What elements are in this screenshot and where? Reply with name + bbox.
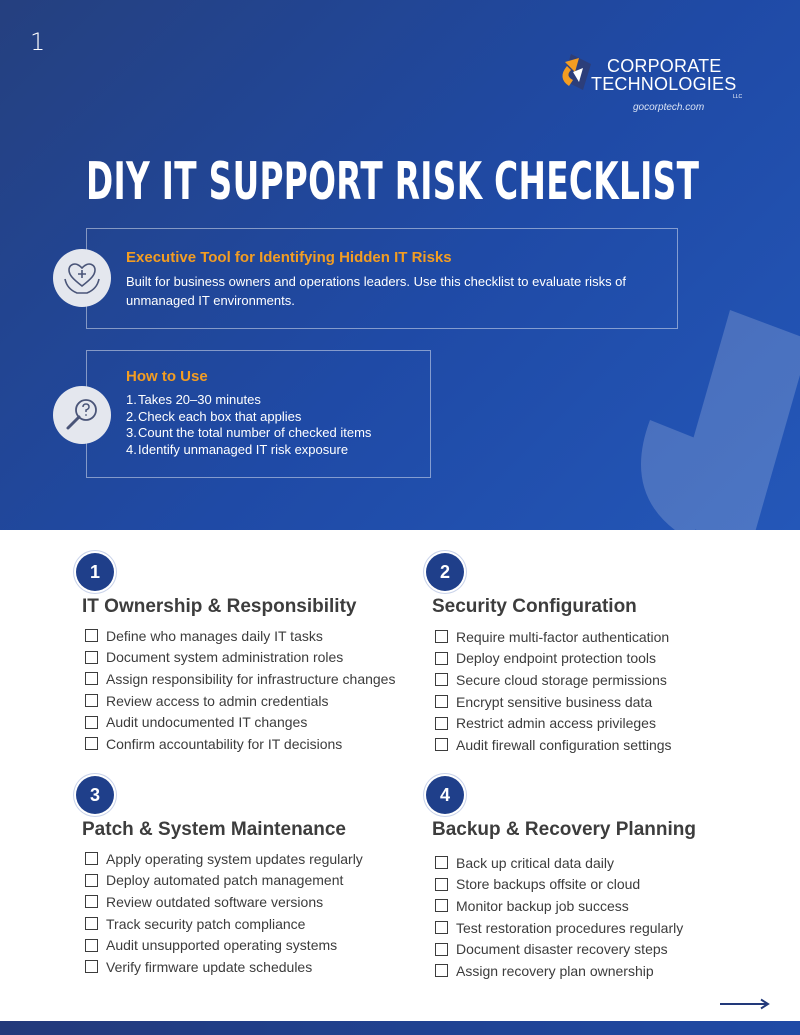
checklist-label: Define who manages daily IT tasks: [106, 627, 323, 644]
checklist-item[interactable]: [435, 712, 672, 734]
checklist-item[interactable]: [85, 870, 363, 892]
step-text: Identify unmanaged IT risk exposure: [138, 441, 349, 457]
checklist-item[interactable]: [85, 647, 395, 669]
checkbox[interactable]: [435, 878, 448, 891]
step-number: 3.: [126, 425, 137, 440]
checkbox[interactable]: [435, 856, 448, 869]
step-number: 2.: [126, 408, 137, 424]
magnifier-question-icon: [53, 386, 111, 444]
checkbox[interactable]: [85, 672, 98, 685]
footer-bar: [0, 1021, 800, 1035]
checklist-label: Restrict admin access privileges: [456, 715, 656, 732]
logo-text-llc: LLC: [733, 94, 743, 100]
checkbox[interactable]: [85, 895, 98, 908]
checklist-label: Audit firewall configuration settings: [456, 736, 672, 753]
checkbox[interactable]: [435, 630, 448, 643]
intro-text: Built for business owners and operations leaders. Use this checklist to evaluate risks of unmanaged IT environments.: [126, 274, 627, 308]
checkbox[interactable]: [435, 673, 448, 686]
checklist-label: Audit undocumented IT changes: [106, 714, 308, 731]
checkbox[interactable]: [85, 651, 98, 664]
section-number-badge: 2: [426, 553, 464, 591]
checkbox[interactable]: [85, 917, 98, 930]
section-title: Patch & System Maintenance: [82, 819, 346, 840]
checklist-item[interactable]: [85, 733, 395, 755]
checklist-label: Verify firmware update schedules: [106, 958, 313, 975]
checklist-item[interactable]: [85, 934, 363, 956]
logo-text-corporate: CORPORATE: [607, 56, 722, 76]
section-number-badge: 4: [426, 776, 464, 814]
checkbox[interactable]: [435, 943, 448, 956]
heart-hands-icon: [53, 249, 111, 307]
checklist-item[interactable]: [435, 938, 683, 960]
checklist-label: Confirm accountability for IT decisions: [106, 735, 343, 752]
checklist-label: Document system administration roles: [106, 649, 344, 666]
step-item: [126, 409, 371, 426]
company-url[interactable]: gocorptech.com: [633, 102, 705, 113]
logo-mark-icon: [553, 52, 593, 92]
checkbox[interactable]: [435, 921, 448, 934]
checkbox[interactable]: [435, 652, 448, 665]
checkbox[interactable]: [435, 899, 448, 912]
checklist-label: Apply operating system updates regularly: [106, 850, 363, 867]
step-text: Count the total number of checked items: [138, 425, 372, 440]
step-text: Takes 20–30 minutes: [138, 392, 261, 407]
checklist-item[interactable]: [435, 691, 672, 713]
checklist-label: Assign responsibility for infrastructure changes: [106, 670, 396, 687]
logo-watermark: [610, 300, 800, 530]
checklist: [435, 626, 672, 756]
checklist-label: Review access to admin credentials: [106, 692, 329, 709]
checklist-item[interactable]: [435, 960, 683, 982]
step-number: 4.: [126, 441, 137, 457]
checklist-label: Audit unsupported operating systems: [106, 937, 338, 954]
checklist-label: Require multi-factor authentication: [456, 628, 670, 645]
checkbox[interactable]: [435, 717, 448, 730]
checkbox[interactable]: [85, 737, 98, 750]
checklist-label: Encrypt sensitive business data: [456, 693, 653, 710]
checklist-item[interactable]: [85, 913, 363, 935]
checkbox[interactable]: [435, 738, 448, 751]
logo-text-technologies: TECHNOLOGIES: [591, 74, 737, 94]
section-number-badge: 1: [76, 553, 114, 591]
arrow-right-icon[interactable]: [720, 998, 770, 1010]
checklist: [85, 848, 363, 978]
step-item: [126, 425, 371, 442]
checklist-item[interactable]: [435, 648, 672, 670]
step-item: [126, 442, 371, 459]
checklist-item[interactable]: [85, 690, 395, 712]
checklist-label: Back up critical data daily: [456, 854, 614, 871]
how-to-use-heading: How to Use: [126, 368, 208, 385]
checklist: [435, 852, 683, 982]
checkbox[interactable]: [85, 960, 98, 973]
checkbox[interactable]: [435, 695, 448, 708]
checklist-item[interactable]: [435, 626, 672, 648]
checklist-item[interactable]: [85, 625, 395, 647]
checklist-label: Monitor backup job success: [456, 897, 629, 914]
checkbox[interactable]: [85, 716, 98, 729]
intro-heading: Executive Tool for Identifying Hidden IT Risks: [126, 249, 452, 266]
checkbox[interactable]: [435, 964, 448, 977]
checklist-label: Secure cloud storage permissions: [456, 671, 667, 688]
checklist-item[interactable]: [435, 917, 683, 939]
checkbox[interactable]: [85, 629, 98, 642]
step-number: 1.: [126, 392, 137, 407]
page-title: DIY IT SUPPORT RISK CHECKLIST: [86, 152, 700, 212]
checkbox[interactable]: [85, 874, 98, 887]
checkbox[interactable]: [85, 694, 98, 707]
step-item: [126, 392, 371, 409]
checklist-label: Assign recovery plan ownership: [456, 962, 654, 979]
page-number: 1: [30, 28, 46, 56]
checklist-label: Track security patch compliance: [106, 915, 306, 932]
checklist-label: Test restoration procedures regularly: [456, 919, 684, 936]
step-text: Check each box that applies: [138, 408, 302, 424]
checklist-item[interactable]: [85, 956, 363, 978]
section-title: IT Ownership & Responsibility: [82, 596, 357, 617]
how-to-use-steps: [126, 392, 371, 458]
checklist-item[interactable]: [435, 669, 672, 691]
checkbox[interactable]: [85, 852, 98, 865]
checklist-label: Review outdated software versions: [106, 893, 324, 910]
checklist-label: Store backups offsite or cloud: [456, 876, 641, 893]
checklist-item[interactable]: [85, 711, 395, 733]
checklist-item[interactable]: [435, 852, 683, 874]
section-title: Security Configuration: [432, 596, 637, 617]
checklist-label: Deploy automated patch management: [106, 872, 344, 889]
checklist-label: Deploy endpoint protection tools: [456, 650, 657, 667]
checklist-item[interactable]: [435, 874, 683, 896]
checklist-item[interactable]: [85, 668, 395, 690]
checklist-item[interactable]: [85, 891, 363, 913]
checklist-label: Document disaster recovery steps: [456, 941, 668, 958]
checklist: [85, 625, 395, 755]
checkbox[interactable]: [85, 939, 98, 952]
checklist-item[interactable]: [435, 895, 683, 917]
checklist-item[interactable]: [435, 734, 672, 756]
section-number-badge: 3: [76, 776, 114, 814]
company-logo: [553, 50, 753, 116]
checklist-item[interactable]: [85, 848, 363, 870]
section-title: Backup & Recovery Planning: [432, 819, 696, 840]
